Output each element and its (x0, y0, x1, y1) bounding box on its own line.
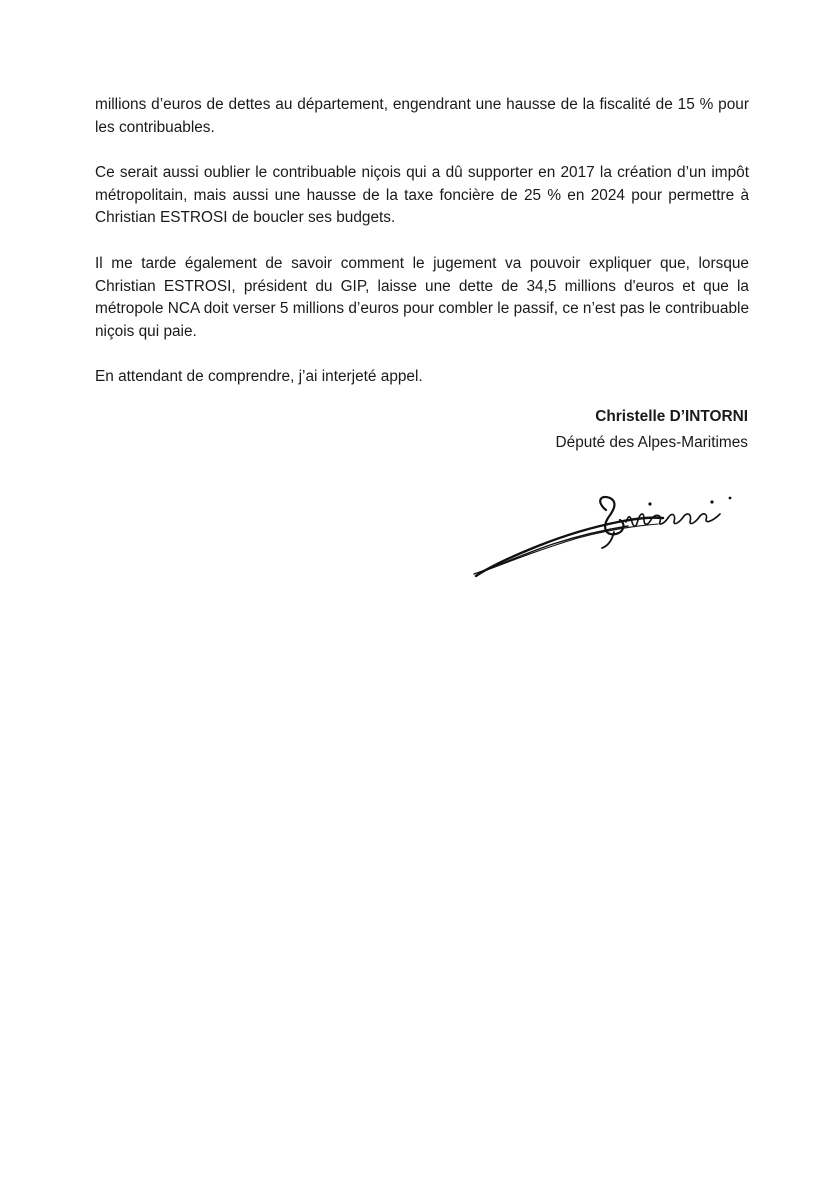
signature-block (556, 406, 748, 454)
paragraph-appeal: En attendant de comprendre, j’ai interjeté appel. (95, 368, 423, 386)
paragraph-tax: Ce serait aussi oublier le contribuable niçois qui a dû supporter en 2017 la création d’un impôt métropolitain, mais aussi une hausse de la taxe foncière de 25 % en 2024 pour permettre à Christian ESTROSI de boucler ses budgets. (95, 164, 749, 227)
signer-title: Député des Alpes-Maritimes (555, 434, 748, 451)
signer-name: Christelle D’INTORNI (595, 408, 748, 425)
letter-body (95, 94, 749, 412)
handwritten-signature (468, 488, 748, 588)
paragraph-judgment: Il me tarde également de savoir comment le jugement va pouvoir expliquer que, lorsque Christian ESTROSI, président du GIP, laisse une dette de 34,5 millions d'euros et que la métropole NCA doit verser 5 millions d’euros pour combler le passif, ce n’est pas le contribuable niçois qui paie. (95, 254, 749, 340)
paragraph-debt: millions d’euros de dettes au département, engendrant une hausse de la fiscalité de 15 % pour les contribuables. (95, 96, 749, 136)
